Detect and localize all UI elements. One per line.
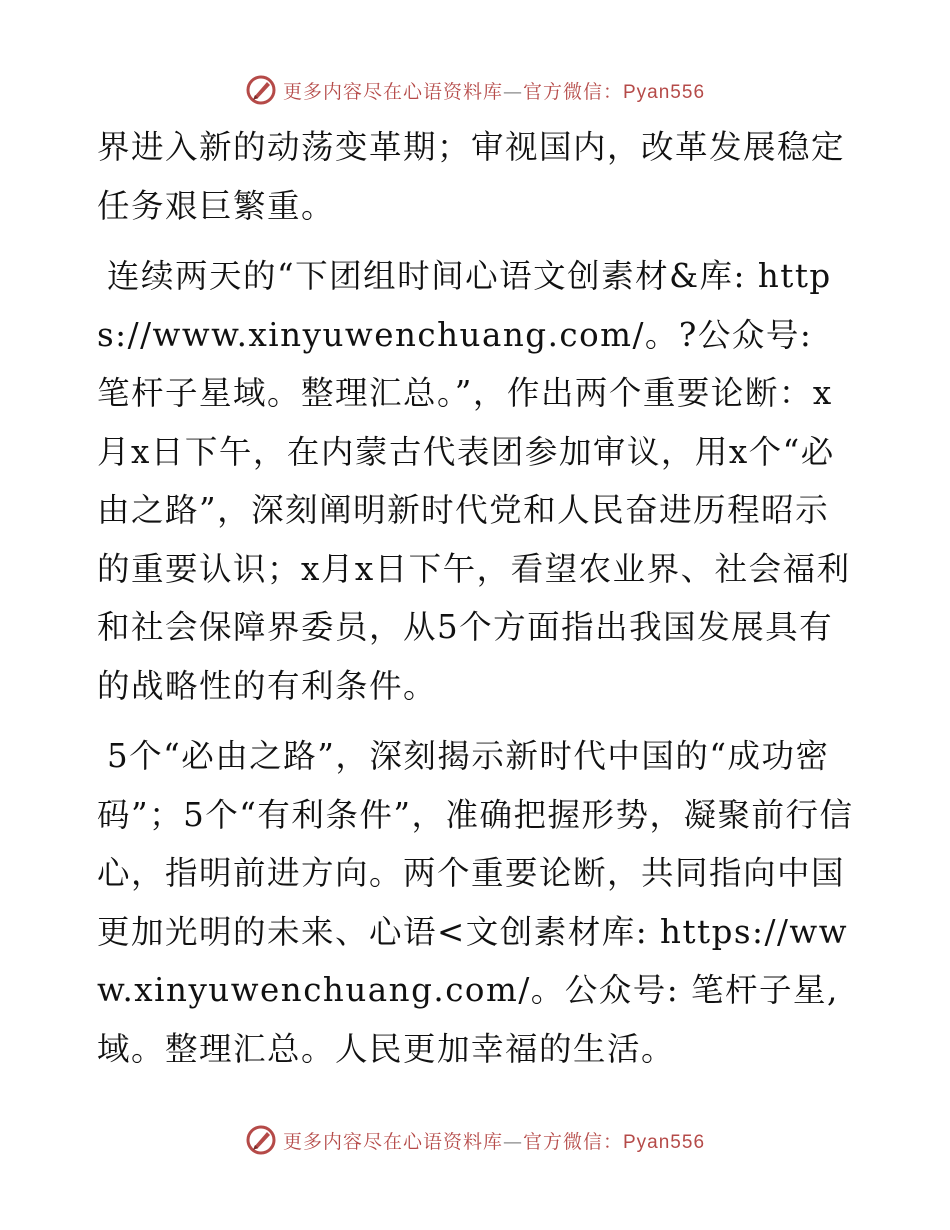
banner-text bbox=[283, 77, 705, 104]
paragraph-1: 界进入新的动荡变革期；审视国内，改革发展稳定任务艰巨繁重。 bbox=[97, 128, 846, 225]
paragraph-2: 连续两天的“下团组时间心语文创素材&库: https://www.xinyuwenchuang.com/。?公众号: 笔杆子星域。整理汇总。”，作出两个重要论断：x月x日下午，在内蒙古代表团参加审议，用x个“必由之路”，深刻阐明新时代党和人民奋进历程昭示的重要认识；x月x日下午，看望农业界、社会福利和社会保障界委员，从5个方面指出我国发展具有的战略性的有利条件。 bbox=[97, 257, 851, 705]
pen-logo-icon bbox=[245, 1124, 277, 1156]
pen-logo-icon bbox=[245, 74, 277, 106]
paragraph-3: 5个“必由之路”，深刻揭示新时代中国的“成功密码”；5个“有利条件”，准确把握形势，凝聚前行信心，指明前进方向。两个重要论断，共同指向中国更加光明的未来、心语<文创素材库: https://www.xinyuwenchuang.com/。公众号: 笔杆子星,域。整理汇总。人民更加幸福的生活。 bbox=[97, 737, 854, 1068]
document-body bbox=[97, 118, 857, 1090]
banner-wechat-id: Pyan556 bbox=[623, 1131, 706, 1153]
banner-dash: — bbox=[502, 1130, 523, 1153]
banner-text bbox=[283, 1127, 705, 1154]
banner-title: 更多内容尽在心语资料库 bbox=[282, 80, 503, 103]
banner-dash: — bbox=[502, 80, 523, 103]
header-banner bbox=[0, 70, 950, 110]
banner-wechat-id: Pyan556 bbox=[623, 81, 706, 103]
banner-wechat-label: 官方微信： bbox=[522, 80, 623, 103]
banner-wechat-label: 官方微信： bbox=[522, 1130, 623, 1153]
banner-title: 更多内容尽在心语资料库 bbox=[282, 1130, 503, 1153]
footer-banner bbox=[0, 1120, 950, 1160]
